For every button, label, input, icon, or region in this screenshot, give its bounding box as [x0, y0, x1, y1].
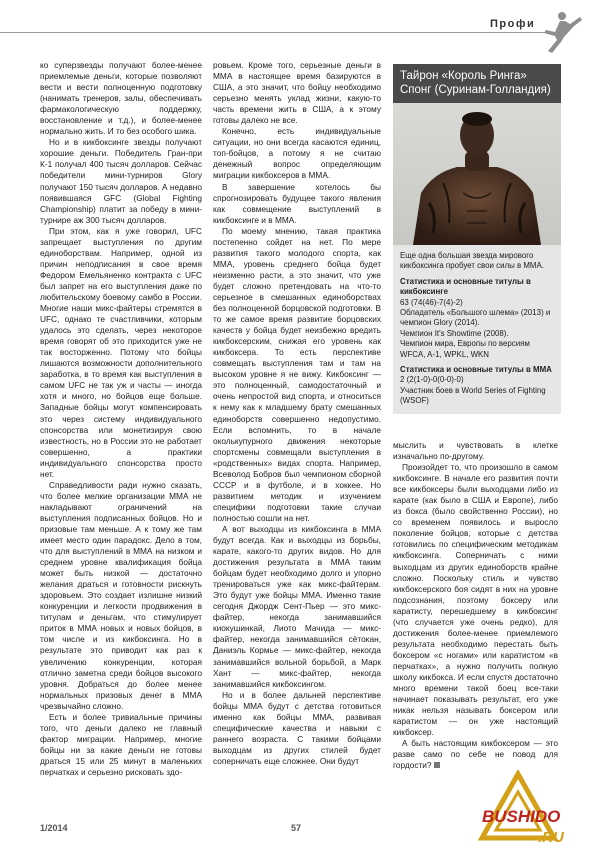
- article-column-3: [393, 440, 558, 771]
- paragraph: Но и в кикбоксинге звезды получают хорошие деньги. Победитель Гран-при К-1 получал 400 тысяч долларов. Сейчас победители мини-турниров Glory получают 150 тысяч долларов. А недавно появившаяся GFC (Global Fighting Championship) платит за победу в мини-турнире аж 300 тысяч долларов.: [40, 137, 202, 225]
- kickboxing-title: Чемпион мира, Европы по версиям WFCA, A-1, WPKL, WKN: [400, 339, 530, 359]
- fighter-stats: [393, 245, 561, 414]
- fighter-name: Тайрон «Король Ринга» Спонг (Суринам-Голландия): [400, 70, 551, 96]
- paragraph: ко суперзвезды получают более-менее приемлемые деньги, которые позволяют вести и вести полноценную подготовку (нанимать тренеров, залы, обеспечивать фармакологическую поддержку, восстановление и т.д.), и более-менее нормально жить. И то без особого шика.: [40, 60, 202, 137]
- closing-text: А быть настоящим кикбоксером — это разве само по себе не повод для гордости?: [393, 738, 558, 771]
- paragraph: По моему мнению, такая практика постепенно сойдет на нет. По мере развития такого молодого спорта, как ММА, уровень среднего бойца будет неизменно расти, а это значит, что уже будет сложно претендовать на что-то серьезное в смешанных единоборствах без полноценной борцовской подготовки. В то же самое время развитие борцовских качеств у бойца будет неизбежно вредить кикбоксерским, снижая его уровень как кикбоксера. То есть перспективе совмещать выступления там и там на высоком уровне я не вижу. Кикбоксинг — это полноценный, самодостаточный и очень непростой вид спорта, и относиться к нему как к младшему брату смешанных единоборств совершенно недопустимо. Если вспомнить, то в начале околькупурного движения некоторые спортсмены совмещали выступления в «родственных» видах спорта. Например, Всеволод Бобров был чемпионом сборной СССР и в футболе, и в хоккее. Но развитием методик и изучением специфики подготовки такие случаи полностью сошли на нет.: [213, 225, 381, 523]
- photo-caption: Еще одна большая звезда мирового кикбоксинга пробует свои силы в ММА.: [400, 251, 544, 271]
- end-of-article-mark: [434, 762, 440, 768]
- paragraph: При этом, как я уже говорил, UFC запрещает выступления по другим единоборствам. Например, одной из причин неподписания в свое время Федором Емельяненко контракта с UFC был запрет на его выступления даже по любительскому боевому самбо в России. Многие наши микс-файтеры стремятся в UFC, однако те счастливчики, которым удалось это сделать, через некоторое время говорят об это приходится уже не так восторженно. Потому что бойцы лишаются возможности дополнительного заработка, в то время как выступления в самом UFC не так уж и часты — иногда хотя и много, но бойцов еще больше. Западные бойцы могут компенсировать это через систему индивидуального спонсорства или монетизируя свою известность, но в России это не работает совершенно, а практики индивидуального спонсорства просто нет.: [40, 225, 202, 479]
- bushido-ru-watermark-logo: [478, 770, 596, 846]
- kickboxing-title: Чемпион It's Showtime (2008).: [400, 328, 509, 338]
- paragraph: мыслить и чувствовать в клетке изначально по-другому.: [393, 440, 558, 462]
- kickboxing-record: 63 (74(46)-7(4)-2): [400, 297, 463, 307]
- fighter-photo: [393, 103, 561, 245]
- paragraph: Справедливости ради нужно сказать, что более мелкие организации ММА не накладывают ограничений на выступления подписанных бойцов. Но и призовые там меньше. А к тому же там имеет место один парадокс. Дело в том, что для выступлений в ММА на низком и среднем уровне квалификация бойца может быть низкой — достаточно желания драться и готовности рискнуть здоровьем. Это создает излишне низкий конкуренции и легкости продвижения в титулам и деньгам, что стимулирует приток в ММА новых и новых бойцов, в том числе и из кикбоксинга. Но в результате это приводит как раз к увеличению конкуренции, которая отлично заметна среди бойцов высокого уровня. Добраться до более менее нормальных призовых денег в ММА чрезвычайно сложно.: [40, 479, 202, 711]
- article-column-2: [213, 60, 381, 767]
- paragraph: Есть и более тривиальные причины того, что деньги далеко не главный фактор миграции. Например, многие бойцы ни за какие деньги не готовы драться 15 или 25 минут в маленьких перчатках и серьезно рисковать здо-: [40, 711, 202, 777]
- mma-stats-heading: Статистика и основные титулы в ММА: [400, 365, 552, 375]
- page-number: 57: [291, 823, 302, 833]
- paragraph: А вот выходцы из кикбоксинга в ММА будут всегда. Как и выходцы из борьбы, карате, какого-то других видов. Но для достижения результата в ММА таким бойцам будет необходимо долго и упорно тренироваться уже как микс-файтерам. Это будут уже бойцы ММА. Именно такие сегодня Джордж Сент-Пьер — это микс-файтер, некогда занимавшийся киокушинкай, Лиото Мачида — микс-файтер, некогда занимавшийся сётокан, Даниэль Кормье — микс-файтер, некогда занимавшийся вольной борьбой, а Марк Хант — микс-файтер, некогда занимавшийся кикбоксингом.: [213, 523, 381, 689]
- watermark-domain: .RU: [538, 829, 564, 846]
- section-title: Профи: [490, 18, 536, 30]
- paragraph: [393, 738, 558, 771]
- kickboxing-stats-heading: Статистика и основные титулы в кикбоксинге: [400, 276, 531, 297]
- paragraph: Но и в более дальней перспективе бойцы ММА будут с детства готовиться именно как бойцы ММА, развивая специфические качества и навыки с раннего возраста. С такими бойцами выходцам из других стилей будет соперничать еще сложнее. Они будут: [213, 689, 381, 766]
- paragraph: Конечно, есть индивидуальные ситуации, но они всегда касаются единиц, топ-бойцов, а потому я не считаю денежный вопрос определяющим миграции кикбоксеров в ММА.: [213, 126, 381, 181]
- watermark-brand: BUSHIDO: [482, 807, 561, 826]
- paragraph: Произойдет то, что произошло в самом кикбоксинге. В начале его развития почти все кикбоксеры были выходцами либо из карате (как было в США и Европе), либо из бокса (было свойственно России), но со временем появилось и выросло поколение бойцов, которые с детства готовились по специфическим методикам кикбоксинга. Соперничать с ними выходцам из других единоборств крайне сложно. Поскольку стиль и чувство кикбоксерского боя сидят в них на уровне подсознания, поэтому боксеру или каратисту, перешедшему в кикбоксинг (что случается уже очень редко), для достижения более-менее приемлемого результата необходимо перестать быть боксером «с ногами» или каратистом «в перчатках», а нужно получить полную школу кикбокса. И если спустя достаточно много времени такой боец все-таки начинает показывать результат, его уже никак нельзя называть боксером или каратистом — он уже настоящий кикбоксер.: [393, 462, 558, 738]
- fighter-profile-box: [393, 64, 561, 414]
- article-column-1: [40, 60, 202, 778]
- fighter-photo-illustration: [393, 103, 561, 245]
- issue-number: 1/2014: [40, 823, 68, 833]
- fighter-name-header: [393, 64, 561, 103]
- paragraph: ровьем. Кроме того, серьезные деньги в ММА в настоящее время базируются в США, а это значит, что бойцу необходимо серьезно менять уклад жизни, какую-то часть времени жить в США, а к этому готовы далеко не все.: [213, 60, 381, 126]
- mma-record: 2 (2(1-0)-0(0-0)-0): [400, 375, 464, 385]
- kickboxer-silhouette-icon: [528, 10, 584, 54]
- mma-title: Участник боев в World Series of Fighting (WSOF): [400, 385, 546, 406]
- header-rule: [0, 32, 560, 33]
- paragraph: В завершение хотелось бы спрогнозировать будущее такого явления как совмещение выступлений в кикбоксинге и в ММА.: [213, 181, 381, 225]
- kickboxing-title: Обладатель «Большого шлема» (2013) и чемпион Glory (2014).: [400, 308, 551, 328]
